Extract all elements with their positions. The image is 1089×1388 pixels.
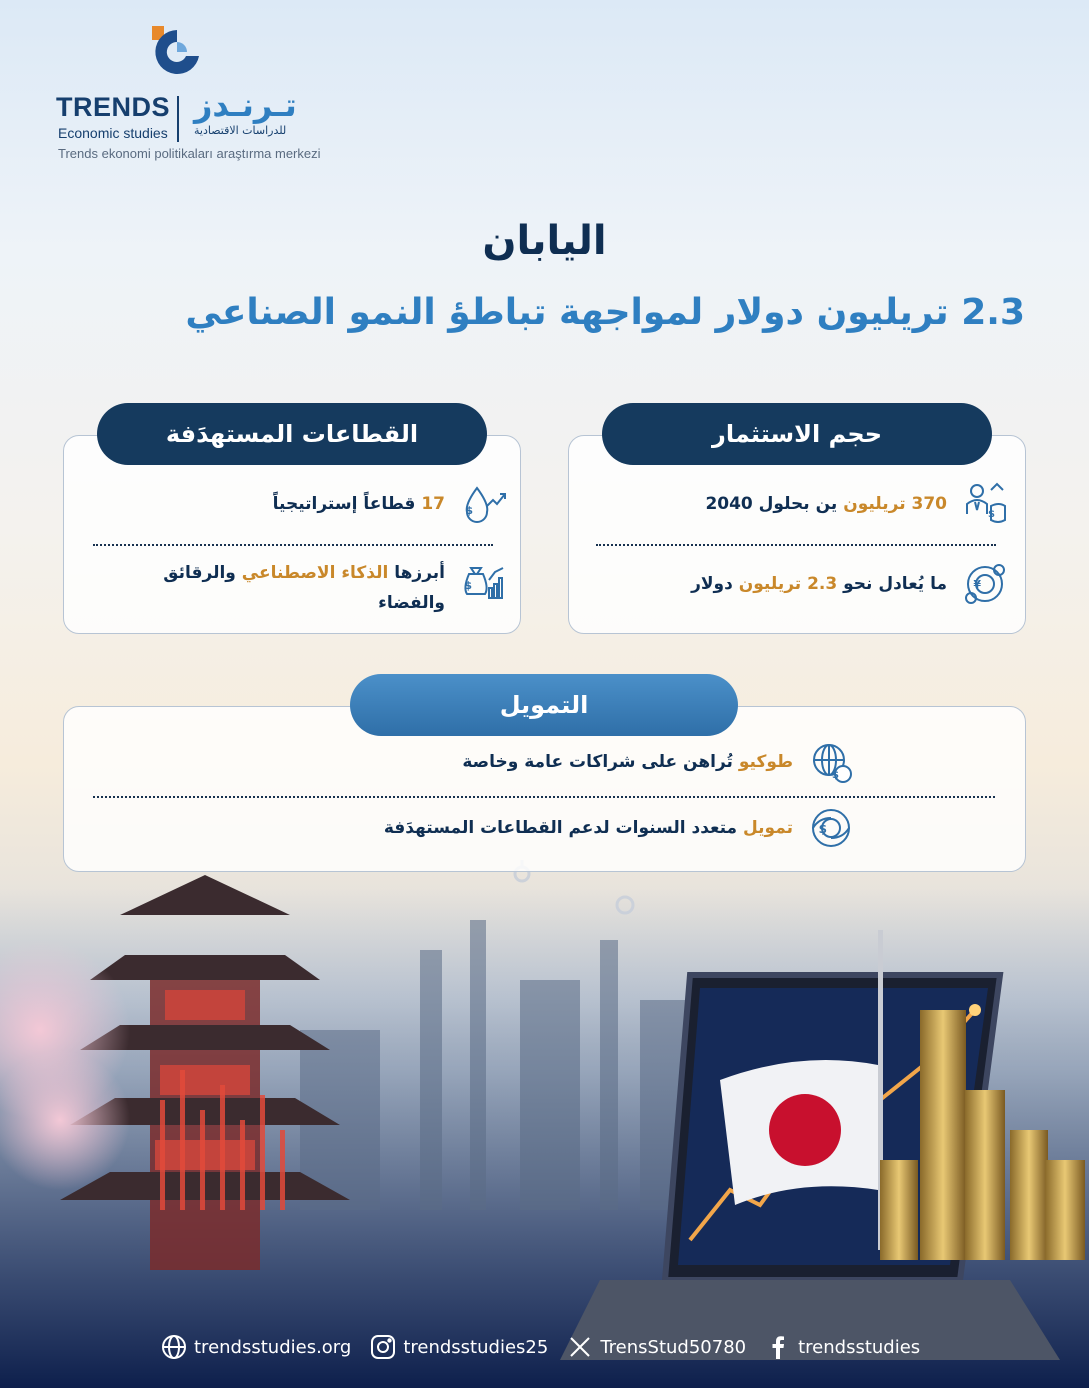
japan-finance-illustration xyxy=(0,860,1089,1388)
investment-item-1-rest: ين بحلول 2040 xyxy=(705,494,844,514)
sectors-item-2 xyxy=(87,558,507,618)
svg-text:$: $ xyxy=(464,579,472,592)
investment-item-2-suffix: دولار xyxy=(691,574,739,594)
logo-subtitle-ar: للدراسات الاقتصادية xyxy=(194,124,287,137)
logo-name-ar: تـرنـدز xyxy=(194,86,297,124)
investment-divider xyxy=(596,544,996,546)
x-logo-icon xyxy=(566,1333,594,1361)
svg-text:$: $ xyxy=(988,509,995,520)
funding-divider xyxy=(93,796,995,798)
svg-text:$: $ xyxy=(818,822,827,836)
currency-exchange-icon xyxy=(961,560,1009,608)
trends-logo xyxy=(56,26,326,166)
footer-x-text: TrensStud50780 xyxy=(600,1336,747,1358)
sectors-item-1-text xyxy=(273,489,445,519)
page-subtitle: 2.3 تريليون دولار لمواجهة تباطؤ النمو الصناعي xyxy=(185,292,1025,333)
funding-item-2 xyxy=(235,804,855,852)
footer-facebook[interactable] xyxy=(764,1333,920,1361)
investment-usd-amount: 2.3 تريليون xyxy=(738,574,838,594)
svg-text:$: $ xyxy=(465,504,473,517)
investment-item-2-text xyxy=(691,569,947,599)
svg-text:¥: ¥ xyxy=(973,578,981,591)
investor-money-icon xyxy=(961,480,1009,528)
funding-item-2-rest: متعدد السنوات لدعم القطاعات المستهدَفة xyxy=(383,818,743,838)
funding-item-1-text xyxy=(462,747,793,777)
background-scene xyxy=(0,860,1089,1388)
sectors-divider xyxy=(93,544,493,546)
investment-item-1-text xyxy=(705,489,947,519)
footer-facebook-text: trendsstudies xyxy=(798,1336,921,1358)
funding-item-2-text xyxy=(384,813,793,843)
money-drop-growth-icon xyxy=(459,480,507,528)
footer-x[interactable] xyxy=(566,1333,746,1361)
investment-label: حجم الاستثمار xyxy=(602,403,992,465)
sectors-item-1 xyxy=(87,480,507,528)
sectors-label: القطاعات المستهدَفة xyxy=(97,403,487,465)
funding-tokyo: طوكيو xyxy=(738,752,793,772)
investment-item-2 xyxy=(579,560,1009,608)
sectors-item-2-suffix: والرقائق والفضاء xyxy=(163,563,445,613)
page-title: اليابان xyxy=(482,218,607,264)
logo-name-en: TRENDS xyxy=(56,92,171,122)
global-finance-icon xyxy=(807,738,855,786)
footer-website[interactable] xyxy=(160,1333,351,1361)
sectors-item-1-rest: قطاعاً إستراتيجياً xyxy=(272,494,422,514)
footer-social xyxy=(160,1331,920,1363)
investment-item-2-prefix: ما يُعادل نحو xyxy=(837,574,947,594)
investment-amount: 370 تريليون xyxy=(843,494,947,514)
sectors-item-2-prefix: أبرزها xyxy=(388,563,445,583)
sectors-count: 17 xyxy=(421,494,445,514)
globe-icon xyxy=(160,1333,188,1361)
trends-logo-mark-icon xyxy=(152,26,202,82)
investment-item-1 xyxy=(579,480,1009,528)
funding-item-1 xyxy=(235,738,855,786)
funding-item-1-rest: تُراهن على شراكات عامة وخاصة xyxy=(462,752,739,772)
logo-subtitle-en: Economic studies xyxy=(58,125,168,141)
facebook-icon xyxy=(764,1333,792,1361)
funding-label: التمويل xyxy=(350,674,738,736)
funding-multiyear: تمويل xyxy=(743,818,793,838)
footer-instagram-text: trendsstudies25 xyxy=(403,1336,549,1358)
logo-tagline-tr: Trends ekonomi politikaları araştırma merkezi xyxy=(58,146,321,161)
logo-divider xyxy=(177,96,179,142)
money-bag-chart-icon xyxy=(459,558,507,606)
footer-instagram[interactable] xyxy=(369,1333,548,1361)
sectors-ai-highlight: الذكاء الاصطناعي xyxy=(241,563,389,583)
instagram-icon xyxy=(369,1333,397,1361)
footer-website-text: trendsstudies.org xyxy=(194,1336,352,1358)
sectors-item-2-text xyxy=(95,558,445,618)
global-money-icon xyxy=(807,804,855,852)
svg-text:$: $ xyxy=(832,770,839,781)
